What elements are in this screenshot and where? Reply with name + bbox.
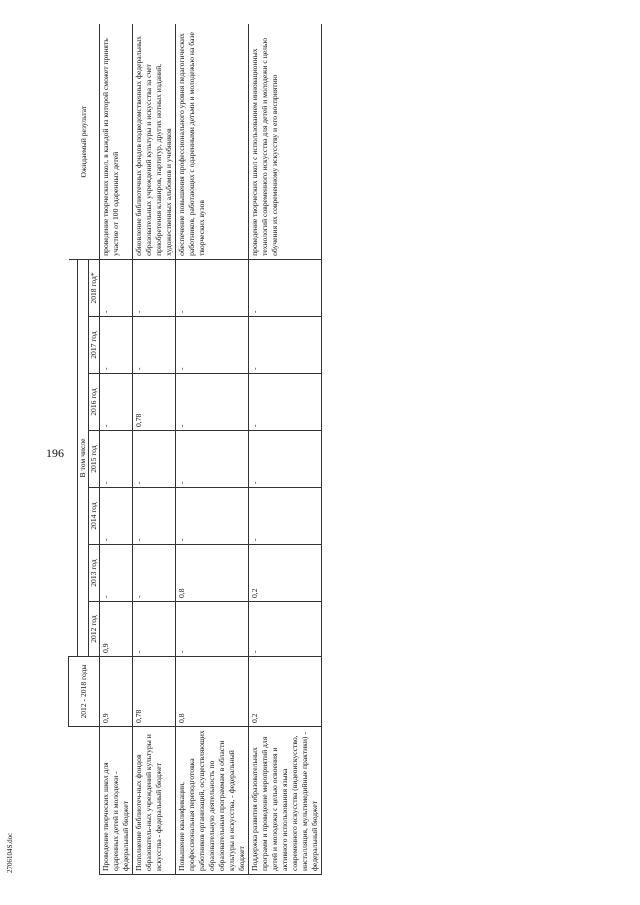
document-filename: 2706104S.doc bbox=[6, 832, 14, 873]
year-value: 0,8 bbox=[175, 545, 248, 602]
activity-name: Проведение творческих школ для одаренных детей и молодежи - федеральный бюджет bbox=[99, 727, 132, 875]
year-value: - bbox=[132, 317, 175, 374]
header-spacer bbox=[69, 259, 78, 656]
total-value: 0,78 bbox=[132, 657, 175, 727]
year-value: - bbox=[175, 431, 248, 488]
header-year: 2016 год bbox=[88, 374, 99, 431]
year-value: - bbox=[248, 488, 321, 545]
total-value: 0,2 bbox=[248, 657, 321, 727]
year-value: - bbox=[99, 374, 132, 431]
header-year: 2014 год bbox=[88, 488, 99, 545]
total-value: 0,8 bbox=[175, 657, 248, 727]
year-value: - bbox=[132, 259, 175, 316]
year-value: - bbox=[99, 431, 132, 488]
year-value: - bbox=[132, 431, 175, 488]
year-value: - bbox=[248, 602, 321, 657]
year-value: - bbox=[175, 488, 248, 545]
year-value: 0,2 bbox=[248, 545, 321, 602]
year-value: - bbox=[175, 259, 248, 316]
year-value: - bbox=[99, 545, 132, 602]
table-row bbox=[99, 24, 132, 874]
year-value: - bbox=[132, 545, 175, 602]
year-value: 0,78 bbox=[132, 374, 175, 431]
header-year: 2012 год bbox=[88, 602, 99, 657]
table-row bbox=[132, 24, 175, 874]
expected-result: обновление библиотечных фондов подведомственных федеральных образовательных учреждений культуры и искусства за счет приобретения клавиров, партитур, других нотных изданий, художественных альбомов и учебников bbox=[132, 24, 175, 259]
header-period: 2012 - 2018 годы bbox=[69, 657, 100, 727]
expected-result: проведение творческих школ с использованием инновационных технологий современного искусства для детей и молодежи с целью обучения их современному искусству и его восприятию bbox=[248, 24, 321, 259]
activity-name: Повышение квалификации, профессиональная переподготовка работников организаций, осуществляющих образовательную деятельность по образовательным программам в области культуры и искусства, - федеральный бюджет bbox=[175, 727, 248, 875]
year-value: - bbox=[132, 602, 175, 657]
header-year: 2013 год bbox=[88, 545, 99, 602]
activity-name: Пополнение библиотеч-ных фондов образователь-ных учреждений культуры и искусства - федеральный бюджет bbox=[132, 727, 175, 875]
year-value: - bbox=[175, 602, 248, 657]
year-value: - bbox=[175, 317, 248, 374]
year-value: - bbox=[99, 317, 132, 374]
year-value: - bbox=[248, 431, 321, 488]
year-value: - bbox=[99, 259, 132, 316]
header-year: 2017 год bbox=[88, 317, 99, 374]
activity-name: Поддержка развития образовательных программ и проведение мероприятий для детей и молодежи с целью освоения и активного использования языка современного искусства (видеоискусство, инсталляция, мультимедийные практики) - федеральный бюджет bbox=[248, 727, 321, 875]
year-value: - bbox=[248, 374, 321, 431]
year-value: - bbox=[132, 488, 175, 545]
table-row bbox=[248, 24, 321, 874]
year-value: - bbox=[175, 374, 248, 431]
year-value: - bbox=[248, 317, 321, 374]
total-value: 0,9 bbox=[99, 657, 132, 727]
year-value: - bbox=[248, 259, 321, 316]
header-year: 2015 год bbox=[88, 431, 99, 488]
page-number: 196 bbox=[46, 446, 64, 460]
expected-result: обеспечение повышения профессионального уровня педагогических работников, работающих с одаренными детьми и молодежью на базе творческих вузов bbox=[175, 24, 248, 259]
header-result: Ожидаемый результат bbox=[69, 24, 100, 259]
header-year: 2018 год* bbox=[88, 259, 99, 316]
table-row bbox=[175, 24, 248, 874]
year-value: - bbox=[99, 488, 132, 545]
header-blank bbox=[69, 727, 100, 875]
program-table bbox=[68, 24, 322, 875]
expected-result: проведение творческих школ, в каждой из которой сможет принять участие от 100 одаренных детей bbox=[99, 24, 132, 259]
year-value: 0,9 bbox=[99, 602, 132, 657]
header-in-total: В том числе bbox=[77, 259, 88, 656]
